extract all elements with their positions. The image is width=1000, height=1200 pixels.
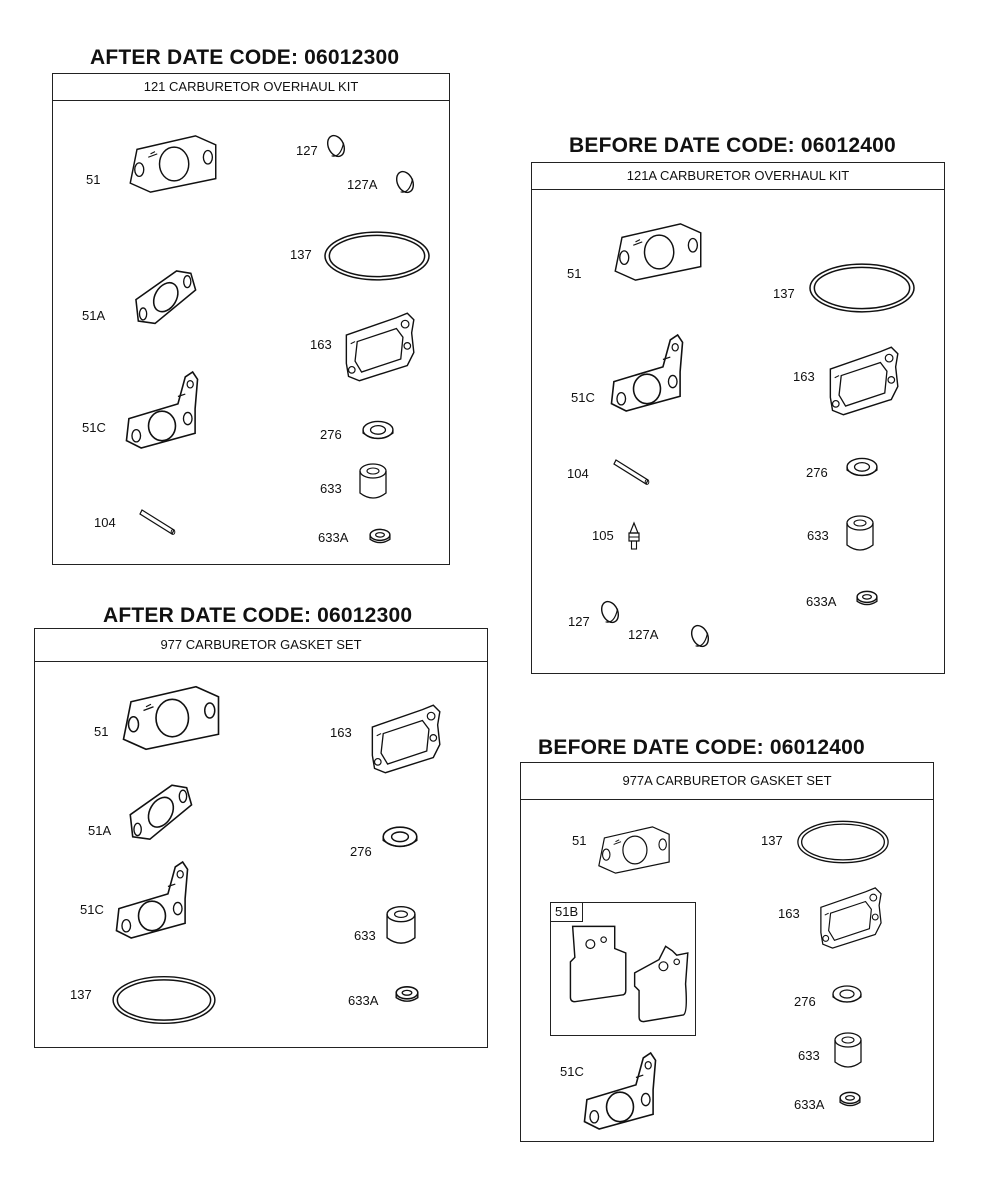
- bushing-633-icon: [846, 514, 874, 554]
- part-label: 633A: [318, 530, 349, 545]
- plug-127a-icon: [395, 170, 415, 194]
- part-label: 633: [798, 1048, 820, 1063]
- section-title: BEFORE DATE CODE: 06012400: [538, 736, 865, 759]
- pin-104-icon: [140, 506, 176, 536]
- gasket-51c-icon: [124, 362, 200, 458]
- part-label: 51: [94, 724, 109, 739]
- washer-276-icon: [382, 826, 418, 850]
- section-title: BEFORE DATE CODE: 06012400: [569, 134, 896, 157]
- bushing-633a-icon: [839, 1091, 861, 1107]
- gasket-51c-icon: [114, 852, 190, 948]
- part-label: 51: [567, 266, 582, 281]
- bushing-633a-icon: [856, 590, 878, 606]
- gasket-163-icon: [817, 880, 883, 956]
- plug-127-icon: [600, 600, 620, 624]
- gasket-51a-icon: [118, 768, 194, 854]
- part-label: 127A: [628, 627, 659, 642]
- part-label: 633: [807, 528, 829, 543]
- plug-127a-icon: [690, 624, 710, 648]
- bushing-633a-icon: [395, 985, 419, 1003]
- bushing-633a-icon: [369, 528, 391, 544]
- part-label: 137: [290, 247, 312, 262]
- o-ring-137-icon: [111, 971, 217, 1029]
- section-title: AFTER DATE CODE: 06012300: [90, 46, 400, 69]
- section-title: AFTER DATE CODE: 06012300: [103, 604, 413, 627]
- part-label: 276: [806, 465, 828, 480]
- gasket-163-icon: [826, 340, 900, 422]
- part-label: 51: [86, 172, 101, 187]
- washer-276-icon: [846, 457, 878, 479]
- part-label: 163: [793, 369, 815, 384]
- gasket-51c-icon: [609, 325, 685, 421]
- part-label: 163: [310, 337, 332, 352]
- bushing-633-icon: [359, 462, 387, 502]
- needle-105-icon: [626, 522, 642, 550]
- kit-header: 121 CARBURETOR OVERHAUL KIT: [53, 74, 449, 101]
- part-label: 137: [70, 987, 92, 1002]
- gasket-51-icon: [613, 202, 703, 302]
- part-label: 163: [778, 906, 800, 921]
- part-label: 137: [773, 286, 795, 301]
- washer-276-icon: [832, 985, 862, 1005]
- part-label: 51: [572, 833, 587, 848]
- kit-header: 977 CARBURETOR GASKET SET: [35, 629, 487, 662]
- part-label: 51A: [88, 823, 112, 838]
- part-label: 137: [761, 833, 783, 848]
- part-label: 127A: [347, 177, 378, 192]
- gasket-51a-icon: [124, 254, 198, 338]
- part-label: 51C: [82, 420, 106, 435]
- part-label: 633A: [348, 993, 379, 1008]
- part-label: 163: [330, 725, 352, 740]
- part-label: 127: [296, 143, 318, 158]
- bushing-633-icon: [834, 1032, 862, 1070]
- gasket-51-icon: [597, 810, 671, 890]
- part-label: 51B: [551, 903, 583, 922]
- gasket-51-icon: [121, 668, 221, 768]
- bushing-633-icon: [386, 904, 416, 948]
- o-ring-137-icon: [806, 262, 918, 314]
- part-label: 127: [568, 614, 590, 629]
- part-label: 51C: [80, 902, 104, 917]
- part-label: 51C: [571, 390, 595, 405]
- kit-header: 121A CARBURETOR OVERHAUL KIT: [532, 163, 944, 190]
- part-label: 51C: [560, 1064, 584, 1079]
- part-label: 104: [567, 466, 589, 481]
- part-label: 105: [592, 528, 614, 543]
- gasket-51-icon: [128, 114, 218, 214]
- part-label: 633: [320, 481, 342, 496]
- part-label: 276: [320, 427, 342, 442]
- part-label: 633: [354, 928, 376, 943]
- o-ring-137-icon: [796, 818, 890, 866]
- gasket-163-icon: [342, 306, 416, 388]
- part-label: 633A: [794, 1097, 825, 1112]
- kit-panel-977: [34, 628, 488, 1048]
- part-label: 104: [94, 515, 116, 530]
- kit-header: 977A CARBURETOR GASKET SET: [521, 763, 933, 800]
- pin-104-icon: [614, 456, 650, 486]
- gasket-51c-icon: [582, 1048, 658, 1134]
- part-label: 51A: [82, 308, 106, 323]
- gasket-163-icon: [368, 698, 442, 780]
- part-label: 276: [794, 994, 816, 1009]
- washer-276-icon: [362, 420, 394, 442]
- o-ring-137-icon: [321, 230, 433, 282]
- gasket-51b-pair-icon: [566, 924, 690, 1024]
- plug-127-icon: [326, 134, 346, 158]
- part-label: 633A: [806, 594, 837, 609]
- part-label: 276: [350, 844, 372, 859]
